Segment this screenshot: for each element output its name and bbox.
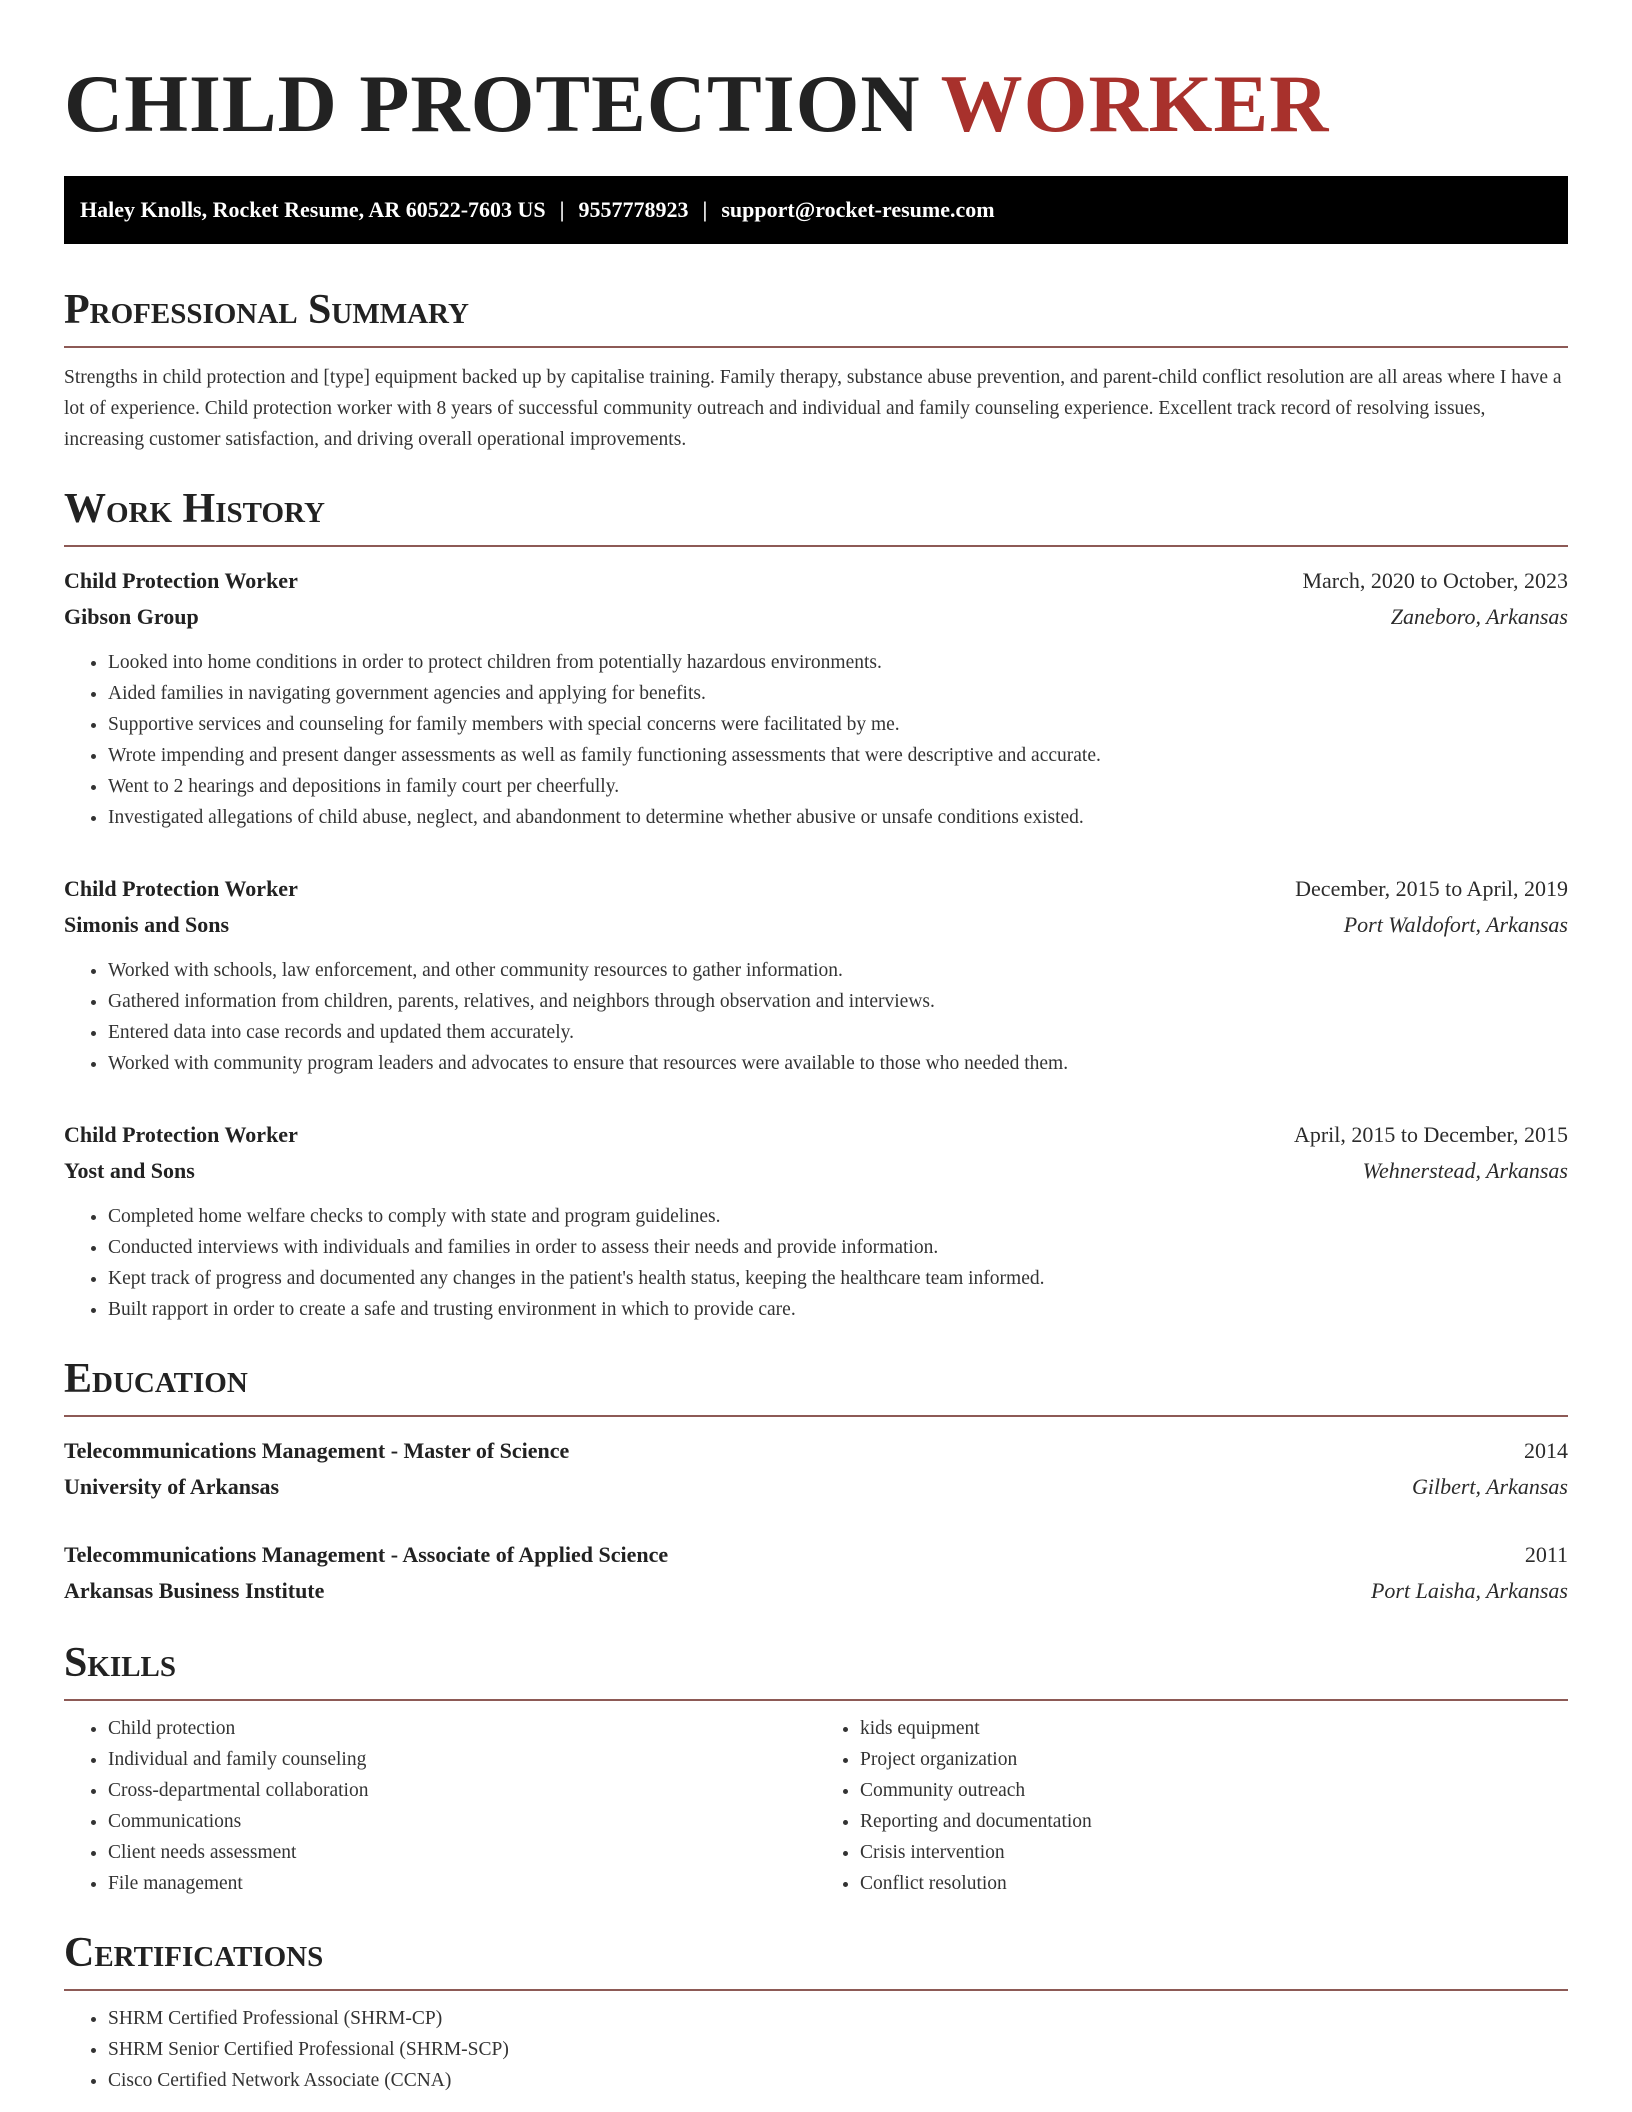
summary-heading: Professional Summary [64, 284, 1568, 348]
job-duty: • Supportive services and counseling for family members with special concerns were facilitated by me. [108, 709, 1568, 740]
job-dates: April, 2015 to December, 2015 [1293, 1122, 1568, 1147]
job-duties [64, 955, 1568, 1079]
job-duty: • Worked with schools, law enforcement, and other community resources to gather information. [108, 955, 1568, 986]
job-duties [64, 647, 1568, 833]
skill-item: • Cross-departmental collaboration [108, 1775, 816, 1806]
skill-item: • Reporting and documentation [860, 1806, 1568, 1837]
certifications-heading: Certifications [64, 1927, 1568, 1991]
education-entry [64, 1433, 1568, 1505]
skill-item: • Community outreach [860, 1775, 1568, 1806]
school: University of Arkansas [64, 1474, 280, 1499]
contact-separator: | [559, 197, 565, 222]
skill-item: • Conflict resolution [860, 1868, 1568, 1899]
contact-phone: 9557778923 [578, 197, 689, 222]
skill-item: • File management [108, 1868, 816, 1899]
skills-column-left [64, 1713, 816, 1899]
job-duty: • Worked with community program leaders and advocates to ensure that resources were available to those who needed them. [108, 1048, 1568, 1079]
skill-item: • Child protection [108, 1713, 816, 1744]
job-duty: • Went to 2 hearings and depositions in family court per cheerfully. [108, 771, 1568, 802]
contact-bar [64, 176, 1568, 244]
graduation-year: 2014 [1524, 1438, 1568, 1463]
education-section [64, 1353, 1568, 1609]
certification-item: • Cisco Certified Network Associate (CCNA) [108, 2065, 1568, 2096]
certifications-list [64, 2003, 1568, 2096]
job-duty: • Looked into home conditions in order to protect children from potentially hazardous environments. [108, 647, 1568, 678]
job-duty: • Built rapport in order to create a safe and trusting environment in which to provide care. [108, 1294, 1568, 1325]
certification-item: • SHRM Certified Professional (SHRM-CP) [108, 2003, 1568, 2034]
job-duty: • Investigated allegations of child abuse, neglect, and abandonment to determine whether abusive or unsafe conditions existed. [108, 802, 1568, 833]
school-location: Port Laisha, Arkansas [1370, 1578, 1568, 1603]
education-heading: Education [64, 1353, 1568, 1417]
job-title: Child Protection Worker [64, 1122, 298, 1147]
skill-item: • Communications [108, 1806, 816, 1837]
skills-column-right [816, 1713, 1568, 1899]
skill-item: • Client needs assessment [108, 1837, 816, 1868]
job-duty: • Conducted interviews with individuals and families in order to assess their needs and provide information. [108, 1232, 1568, 1263]
job-entry [64, 871, 1568, 1079]
school-location: Gilbert, Arkansas [1411, 1474, 1568, 1499]
summary-text: Strengths in child protection and [type] equipment backed up by capitalise training. Family therapy, substance abuse prevention, and parent-child conflict resolution are all areas where I have a lot of experience. Child protection worker with 8 years of successful community outreach and individual and family counseling experience. Excellent track record of resolving issues, increasing customer satisfaction, and driving overall operational improvements. [64, 367, 1562, 450]
skills-section [64, 1637, 1568, 1899]
job-location: Wehnerstead, Arkansas [1362, 1158, 1568, 1183]
school: Arkansas Business Institute [64, 1578, 325, 1603]
skills-grid [64, 1713, 1568, 1899]
certifications-section [64, 1927, 1568, 2096]
skill-item: • Project organization [860, 1744, 1568, 1775]
skill-item: • Crisis intervention [860, 1837, 1568, 1868]
job-duty: • Entered data into case records and updated them accurately. [108, 1017, 1568, 1048]
job-dates: March, 2020 to October, 2023 [1302, 568, 1568, 593]
work-history-heading: Work History [64, 483, 1568, 547]
contact-address: Haley Knolls, Rocket Resume, AR 60522-7603 US [80, 197, 546, 222]
work-history-section [64, 483, 1568, 1325]
job-title: Child Protection Worker [64, 568, 298, 593]
job-location: Port Waldofort, Arkansas [1343, 912, 1568, 937]
job-duty: • Wrote impending and present danger assessments as well as family functioning assessments that were descriptive and accurate. [108, 740, 1568, 771]
skills-heading: Skills [64, 1637, 1568, 1701]
job-entry [64, 1117, 1568, 1325]
job-duties [64, 1201, 1568, 1325]
job-dates: December, 2015 to April, 2019 [1295, 876, 1568, 901]
resume-title [64, 0, 1568, 176]
education-entry [64, 1537, 1568, 1609]
certification-item: • SHRM Senior Certified Professional (SHRM-SCP) [108, 2034, 1568, 2065]
contact-email[interactable]: support@rocket-resume.com [721, 197, 995, 222]
skill-item: • kids equipment [860, 1713, 1568, 1744]
graduation-year: 2011 [1524, 1542, 1568, 1567]
degree: Telecommunications Management - Master of Science [64, 1438, 570, 1463]
job-entry [64, 563, 1568, 833]
job-company: Yost and Sons [64, 1158, 195, 1183]
job-duty: • Aided families in navigating government agencies and applying for benefits. [108, 678, 1568, 709]
skill-item: • Individual and family counseling [108, 1744, 816, 1775]
job-title: Child Protection Worker [64, 876, 298, 901]
job-duty: • Completed home welfare checks to comply with state and program guidelines. [108, 1201, 1568, 1232]
job-duty: • Kept track of progress and documented any changes in the patient's health status, keeping the healthcare team informed. [108, 1263, 1568, 1294]
title-main: CHILD PROTECTION [64, 58, 921, 149]
contact-separator: | [702, 197, 708, 222]
job-company: Simonis and Sons [64, 912, 230, 937]
job-location: Zaneboro, Arkansas [1390, 604, 1568, 629]
job-duty: • Gathered information from children, parents, relatives, and neighbors through observation and interviews. [108, 986, 1568, 1017]
degree: Telecommunications Management - Associate of Applied Science [64, 1542, 669, 1567]
title-accent: WORKER [940, 58, 1330, 149]
job-company: Gibson Group [64, 604, 199, 629]
